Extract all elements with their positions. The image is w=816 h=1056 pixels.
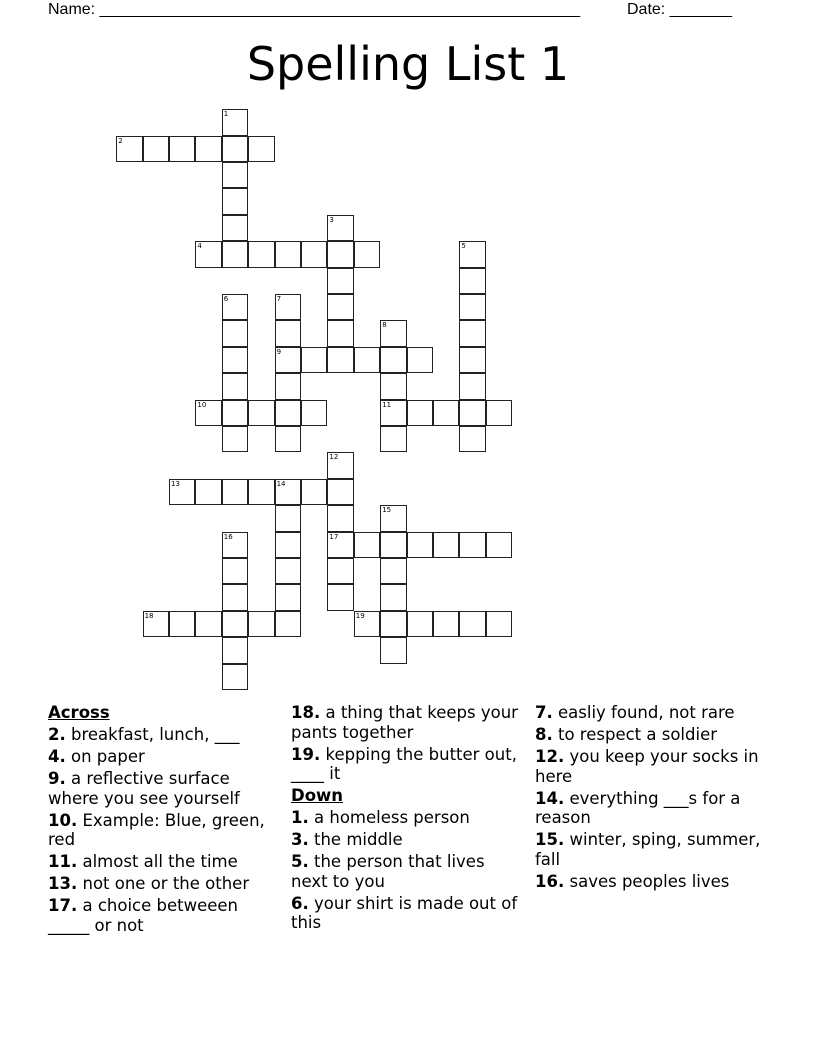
crossword-cell[interactable] xyxy=(169,479,195,505)
crossword-cell[interactable] xyxy=(459,611,485,637)
crossword-cell[interactable] xyxy=(407,347,433,373)
crossword-cell[interactable] xyxy=(380,347,406,373)
clue-across-11: 11. almost all the time xyxy=(48,852,238,871)
crossword-cell[interactable] xyxy=(222,373,248,399)
clue-across-10: 10. Example: Blue, green, red xyxy=(48,810,265,849)
crossword-cell[interactable] xyxy=(459,347,485,373)
crossword-cell[interactable] xyxy=(486,400,512,426)
clues-column-3 xyxy=(535,703,763,894)
clue-number: 14 xyxy=(276,479,286,488)
crossword-cell[interactable] xyxy=(354,532,380,558)
crossword-cell[interactable] xyxy=(327,584,353,610)
clue-number: 10 xyxy=(197,400,207,409)
crossword-cell[interactable] xyxy=(327,347,353,373)
clue-down-8: 8. to respect a soldier xyxy=(535,725,718,744)
clue-down-14: 14. everything ___s for a reason xyxy=(535,788,741,827)
crossword-cell[interactable] xyxy=(195,136,221,162)
crossword-cell[interactable] xyxy=(195,479,221,505)
crossword-cell[interactable] xyxy=(354,347,380,373)
clue-number: 18 xyxy=(144,611,154,620)
crossword-cell[interactable] xyxy=(275,611,301,637)
crossword-cell[interactable] xyxy=(222,320,248,346)
clue-across-9: 9. a reflective surface where you see yourself xyxy=(48,769,240,808)
crossword-cell[interactable] xyxy=(195,241,221,267)
clue-number: 1 xyxy=(223,110,229,119)
crossword-cell[interactable] xyxy=(327,479,353,505)
clue-number: 15 xyxy=(382,506,392,515)
crossword-cell[interactable] xyxy=(275,558,301,584)
clue-number: 19 xyxy=(355,611,365,620)
clue-number: 7 xyxy=(276,295,282,303)
crossword-cell[interactable] xyxy=(327,320,353,346)
crossword-cell[interactable] xyxy=(433,532,459,558)
crossword-cell[interactable] xyxy=(275,479,301,505)
clue-number: 6 xyxy=(223,295,229,303)
crossword-cell[interactable] xyxy=(275,426,301,452)
clue-across-17: 17. a choice betweeen _____ or not xyxy=(48,896,239,935)
crossword-cell[interactable] xyxy=(248,136,274,162)
crossword-cell[interactable] xyxy=(459,294,485,320)
clue-across-19: 19. kepping the butter out, ____ it xyxy=(291,744,517,783)
crossword-cell[interactable] xyxy=(222,109,248,135)
clue-number: 9 xyxy=(276,347,282,356)
crossword-cell[interactable] xyxy=(195,611,221,637)
crossword-cell[interactable] xyxy=(301,241,327,267)
clue-across-4: 4. on paper xyxy=(48,747,145,766)
clue-across-2: 2. breakfast, lunch, ___ xyxy=(48,725,240,744)
crossword-cell[interactable] xyxy=(327,241,353,267)
crossword-cell[interactable] xyxy=(222,215,248,241)
crossword-cell[interactable] xyxy=(433,400,459,426)
crossword-cell[interactable] xyxy=(301,347,327,373)
crossword-cell[interactable] xyxy=(459,373,485,399)
across-heading: Across xyxy=(48,703,110,722)
crossword-cell[interactable] xyxy=(486,611,512,637)
clue-number: 12 xyxy=(329,453,339,462)
crossword-cell[interactable] xyxy=(380,558,406,584)
crossword-cell[interactable] xyxy=(459,268,485,294)
crossword-cell[interactable] xyxy=(275,320,301,346)
crossword-cell[interactable] xyxy=(327,452,353,478)
crossword-cell[interactable] xyxy=(459,241,485,267)
crossword-cell[interactable] xyxy=(275,373,301,399)
crossword-cell[interactable] xyxy=(222,400,248,426)
crossword-cell[interactable] xyxy=(275,584,301,610)
crossword-cell[interactable] xyxy=(407,611,433,637)
clue-down-16: 16. saves peoples lives xyxy=(535,871,730,891)
crossword-cell[interactable] xyxy=(222,136,248,162)
crossword-cell[interactable] xyxy=(380,505,406,531)
crossword-cell[interactable] xyxy=(222,162,248,188)
crossword-cell[interactable] xyxy=(222,188,248,214)
clue-number: 4 xyxy=(197,242,202,251)
clue-number: 5 xyxy=(461,242,466,251)
crossword-cell[interactable] xyxy=(275,532,301,558)
crossword-cell[interactable] xyxy=(301,400,327,426)
crossword-cell[interactable] xyxy=(407,400,433,426)
crossword-cell[interactable] xyxy=(380,373,406,399)
crossword-cell[interactable] xyxy=(222,611,248,637)
clue-across-18: 18. a thing that keeps your pants together xyxy=(291,703,518,742)
clue-number: 17 xyxy=(329,532,339,541)
crossword-cell[interactable] xyxy=(248,611,274,637)
crossword-cell[interactable] xyxy=(327,558,353,584)
clue-number: 3 xyxy=(329,215,334,224)
clue-down-5: 5. the person that lives next to you xyxy=(291,852,485,891)
crossword-cell[interactable] xyxy=(327,294,353,320)
clue-number: 16 xyxy=(223,532,233,541)
clue-number: 2 xyxy=(118,136,123,145)
crossword-cell[interactable] xyxy=(248,400,274,426)
crossword-cell[interactable] xyxy=(380,584,406,610)
crossword-cell[interactable] xyxy=(354,611,380,637)
clue-down-15: 15. winter, sping, summer, fall xyxy=(535,830,761,869)
crossword-cell[interactable] xyxy=(301,479,327,505)
clue-down-6: 6. your shirt is made out of this xyxy=(291,893,518,932)
crossword-cell[interactable] xyxy=(459,426,485,452)
crossword-cell[interactable] xyxy=(222,584,248,610)
name-field-label: Name: ______________________________________________________ xyxy=(48,1,581,18)
crossword-cell[interactable] xyxy=(327,268,353,294)
crossword-cell[interactable] xyxy=(222,532,248,558)
crossword-cell[interactable] xyxy=(116,136,142,162)
crossword-cell[interactable] xyxy=(169,611,195,637)
crossword-cell[interactable] xyxy=(275,505,301,531)
crossword-cell[interactable] xyxy=(222,664,248,690)
crossword-cell[interactable] xyxy=(222,241,248,267)
clue-number: 8 xyxy=(382,321,387,330)
crossword-cell[interactable] xyxy=(380,637,406,663)
crossword-cell[interactable] xyxy=(195,400,221,426)
page-title: Spelling List 1 xyxy=(246,37,570,91)
crossword-cell[interactable] xyxy=(354,241,380,267)
crossword-cell[interactable] xyxy=(248,479,274,505)
crossword-cell[interactable] xyxy=(222,294,248,320)
crossword-cell[interactable] xyxy=(275,347,301,373)
crossword-cell[interactable] xyxy=(407,532,433,558)
crossword-cell[interactable] xyxy=(380,400,406,426)
date-field-label: Date: _______ xyxy=(627,1,732,18)
crossword-cell[interactable] xyxy=(222,426,248,452)
clue-number: 13 xyxy=(171,479,180,488)
clue-across-13: 13. not one or the other xyxy=(48,874,250,893)
clues-column-2 xyxy=(291,703,519,935)
clue-number: 11 xyxy=(382,400,392,409)
clue-down-7: 7. easliy found, not rare xyxy=(535,703,735,722)
crossword-cell[interactable] xyxy=(275,294,301,320)
crossword-cell[interactable] xyxy=(380,611,406,637)
down-heading: Down xyxy=(291,786,344,805)
crossword-cell[interactable] xyxy=(327,215,353,241)
crossword-cell[interactable] xyxy=(486,532,512,558)
crossword-cell[interactable] xyxy=(327,505,353,531)
crossword-cell[interactable] xyxy=(459,400,485,426)
crossword-cell[interactable] xyxy=(275,400,301,426)
clue-down-3: 3. the middle xyxy=(291,830,403,849)
crossword-cell[interactable] xyxy=(275,241,301,267)
crossword-cell[interactable] xyxy=(143,136,169,162)
clues-column-1 xyxy=(48,703,276,938)
crossword-cell[interactable] xyxy=(380,532,406,558)
crossword-cell[interactable] xyxy=(433,611,459,637)
crossword-cell[interactable] xyxy=(380,426,406,452)
crossword-cell[interactable] xyxy=(222,637,248,663)
crossword-cell[interactable] xyxy=(248,241,274,267)
crossword-cell[interactable] xyxy=(222,558,248,584)
crossword-cell[interactable] xyxy=(143,611,169,637)
crossword-cell[interactable] xyxy=(222,479,248,505)
crossword-cell[interactable] xyxy=(327,532,353,558)
clue-down-1: 1. a homeless person xyxy=(291,808,470,827)
crossword-cell[interactable] xyxy=(459,532,485,558)
crossword-cell[interactable] xyxy=(380,320,406,346)
crossword-cell[interactable] xyxy=(222,347,248,373)
clue-down-12: 12. you keep your socks in here xyxy=(535,747,759,786)
crossword-cell[interactable] xyxy=(459,320,485,346)
crossword-cell[interactable] xyxy=(169,136,195,162)
